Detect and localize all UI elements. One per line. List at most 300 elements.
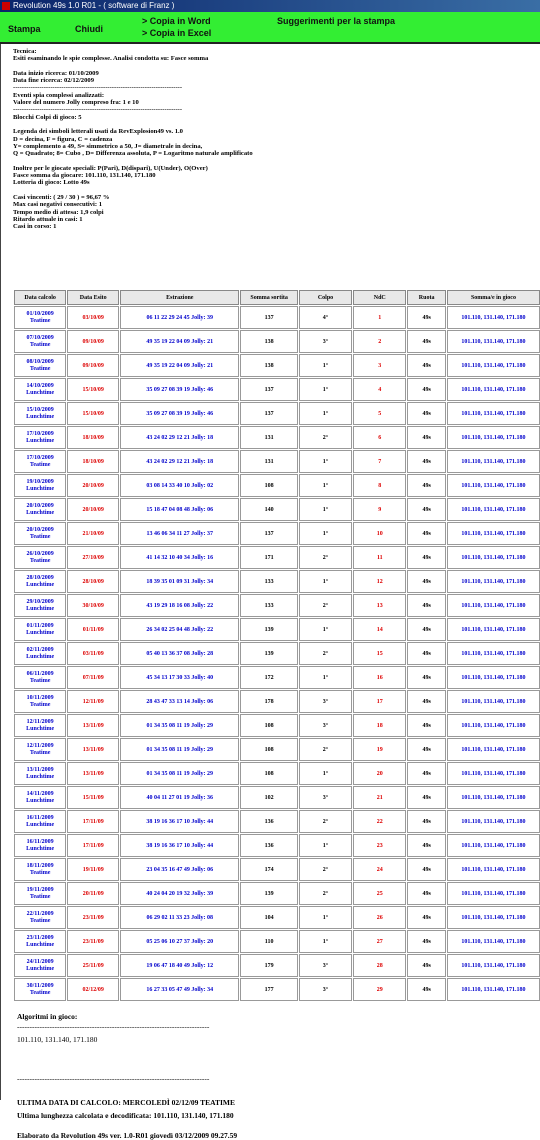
table-row <box>14 666 540 689</box>
cell-data-calcolo <box>14 906 66 929</box>
cell-ndc: 13 <box>353 594 406 617</box>
table-row <box>14 738 540 761</box>
cell-estrazione: 26 34 02 25 04 48 Jolly: 22 <box>120 618 239 641</box>
cell-colpo: 1° <box>299 378 352 401</box>
cell-ndc: 18 <box>353 714 406 737</box>
cell-estrazione: 19 06 47 18 40 49 Jolly: 12 <box>120 954 239 977</box>
draw-session: Lunchtime <box>26 725 55 732</box>
app-icon <box>2 2 10 10</box>
calc-date: 12/11/2009 <box>26 718 54 725</box>
cell-somma-sortita: 137 <box>240 522 297 545</box>
cell-ruota: 49s <box>407 618 446 641</box>
cell-ndc: 12 <box>353 570 406 593</box>
calc-date: 26/10/2009 <box>26 550 54 557</box>
cell-somma-sortita: 177 <box>240 978 297 1001</box>
cell-ruota: 49s <box>407 354 446 377</box>
cell-data-esito: 28/10/09 <box>67 570 119 593</box>
draw-session: Lunchtime <box>26 965 55 972</box>
draw-session: Lunchtime <box>26 605 55 612</box>
draw-session: Teatime <box>29 869 51 876</box>
header-line: Ritardo attuale in casi: 1 <box>13 215 83 223</box>
cell-estrazione: 05 40 13 36 37 08 Jolly: 28 <box>120 642 239 665</box>
calc-date: 20/10/2009 <box>26 526 54 533</box>
calc-date: 07/10/2009 <box>26 334 54 341</box>
header-line: Esiti esaminando le spie complesse. Analisi condotta su: Fasce somma <box>13 55 209 63</box>
cell-ruota: 49s <box>407 450 446 473</box>
draw-session: Lunchtime <box>26 821 55 828</box>
cell-somma-sortita: 133 <box>240 594 297 617</box>
draw-session: Lunchtime <box>26 629 55 636</box>
cell-ruota: 49s <box>407 594 446 617</box>
calc-date: 16/11/2009 <box>26 814 54 821</box>
cell-somme-in-gioco: 101.110, 131.140, 171.180 <box>447 378 540 401</box>
cell-estrazione: 45 34 13 17 30 33 Jolly: 40 <box>120 666 239 689</box>
algoritmi-label: Algoritmi in gioco: <box>17 1012 78 1021</box>
cell-somma-sortita: 110 <box>240 930 297 953</box>
cell-estrazione: 06 11 22 29 24 45 Jolly: 39 <box>120 306 239 329</box>
cell-data-calcolo <box>14 882 66 905</box>
cell-data-esito: 17/11/09 <box>67 810 119 833</box>
cell-ruota: 49s <box>407 378 446 401</box>
calc-date: 30/11/2009 <box>26 982 54 989</box>
elaborato-da: Elaborato da Revolution 49s ver. 1.0-R01 giovedì 03/12/2009 09.27.59 <box>17 1131 238 1140</box>
table-row <box>14 498 540 521</box>
draw-session: Lunchtime <box>26 389 55 396</box>
cell-estrazione: 05 25 06 10 27 37 Jolly: 20 <box>120 930 239 953</box>
table-row <box>14 762 540 785</box>
cell-data-calcolo <box>14 738 66 761</box>
cell-somma-sortita: 108 <box>240 762 297 785</box>
cell-estrazione: 01 34 35 08 11 19 Jolly: 29 <box>120 738 239 761</box>
col-ndc: NdC <box>353 290 406 305</box>
cell-data-esito: 20/10/09 <box>67 498 119 521</box>
cell-estrazione: 35 09 27 08 39 19 Jolly: 46 <box>120 402 239 425</box>
cell-somme-in-gioco: 101.110, 131.140, 171.180 <box>447 618 540 641</box>
cell-ruota: 49s <box>407 498 446 521</box>
cell-somma-sortita: 137 <box>240 378 297 401</box>
header-line <box>13 157 513 164</box>
cell-ruota: 49s <box>407 474 446 497</box>
cell-ndc: 16 <box>353 666 406 689</box>
calc-date: 20/10/2009 <box>26 502 54 509</box>
cell-colpo: 2° <box>299 858 352 881</box>
cell-data-esito: 20/11/09 <box>67 882 119 905</box>
table-row <box>14 570 540 593</box>
cell-data-calcolo <box>14 810 66 833</box>
cell-somme-in-gioco: 101.110, 131.140, 171.180 <box>447 546 540 569</box>
results-table <box>13 289 540 1002</box>
cell-data-calcolo <box>14 594 66 617</box>
cell-data-esito: 02/12/09 <box>67 978 119 1001</box>
header-line: Tempo medio di attesa: 1,9 colpi <box>13 208 104 216</box>
cell-somme-in-gioco: 101.110, 131.140, 171.180 <box>447 642 540 665</box>
table-row <box>14 930 540 953</box>
draw-session: Teatime <box>29 989 51 996</box>
header-line: Fasce somma da giocare: 101.110, 131.140, 171.180 <box>13 172 156 180</box>
cell-estrazione: 01 34 35 08 11 19 Jolly: 29 <box>120 762 239 785</box>
draw-session: Lunchtime <box>26 797 55 804</box>
cell-ruota: 49s <box>407 522 446 545</box>
cell-estrazione: 49 35 19 22 04 09 Jolly: 21 <box>120 354 239 377</box>
cell-somme-in-gioco: 101.110, 131.140, 171.180 <box>447 978 540 1001</box>
cell-somma-sortita: 179 <box>240 954 297 977</box>
table-row <box>14 522 540 545</box>
cell-colpo: 1° <box>299 666 352 689</box>
table-row <box>14 954 540 977</box>
cell-somme-in-gioco: 101.110, 131.140, 171.180 <box>447 426 540 449</box>
table-row <box>14 450 540 473</box>
header-line: Data inizio ricerca: 01/10/2009 <box>13 69 99 77</box>
calc-date: 19/11/2009 <box>26 886 54 893</box>
header-line: Q = Quadrato; 8= Cubo , D= Differenza assoluta, P = Logaritmo naturale amplificato <box>13 150 253 158</box>
cell-colpo: 1° <box>299 522 352 545</box>
cell-data-esito: 13/11/09 <box>67 738 119 761</box>
cell-ndc: 11 <box>353 546 406 569</box>
cell-ruota: 49s <box>407 810 446 833</box>
calc-date: 17/10/2009 <box>26 430 54 437</box>
cell-colpo: 1° <box>299 474 352 497</box>
draw-session: Teatime <box>29 365 51 372</box>
cell-somma-sortita: 131 <box>240 450 297 473</box>
calc-date: 14/11/2009 <box>26 790 54 797</box>
cell-ndc: 23 <box>353 834 406 857</box>
cell-estrazione: 49 35 19 22 04 09 Jolly: 21 <box>120 330 239 353</box>
cell-estrazione: 40 04 11 27 01 19 Jolly: 36 <box>120 786 239 809</box>
header-line: Valore del numero Jolly compreso fra: 1 e 10 <box>13 99 139 107</box>
table-row <box>14 618 540 641</box>
cell-somme-in-gioco: 101.110, 131.140, 171.180 <box>447 786 540 809</box>
cell-somma-sortita: 102 <box>240 786 297 809</box>
table-row <box>14 330 540 353</box>
cell-ruota: 49s <box>407 642 446 665</box>
cell-somma-sortita: 139 <box>240 642 297 665</box>
cell-ndc: 15 <box>353 642 406 665</box>
cell-somma-sortita: 133 <box>240 570 297 593</box>
cell-somme-in-gioco: 101.110, 131.140, 171.180 <box>447 690 540 713</box>
table-row <box>14 378 540 401</box>
header-line: Lotteria di gioco: Lotto 49s <box>13 179 90 187</box>
cell-data-esito: 20/10/09 <box>67 474 119 497</box>
draw-session: Lunchtime <box>26 437 55 444</box>
cell-data-calcolo <box>14 786 66 809</box>
table-row <box>14 474 540 497</box>
cell-estrazione: 28 43 47 33 13 14 Jolly: 06 <box>120 690 239 713</box>
cell-data-esito: 15/10/09 <box>67 402 119 425</box>
cell-data-calcolo <box>14 714 66 737</box>
cell-ndc: 22 <box>353 810 406 833</box>
draw-session: Teatime <box>29 677 51 684</box>
table-row <box>14 546 540 569</box>
calc-date: 06/11/2009 <box>26 670 54 677</box>
algoritmi-values: 101.110, 131.140, 171.180 <box>17 1035 98 1044</box>
cell-somme-in-gioco: 101.110, 131.140, 171.180 <box>447 858 540 881</box>
cell-data-esito: 13/11/09 <box>67 762 119 785</box>
table-row <box>14 882 540 905</box>
cell-data-calcolo <box>14 954 66 977</box>
cell-somma-sortita: 108 <box>240 738 297 761</box>
col-data-calcolo: Data calcolo <box>14 290 66 305</box>
cell-somme-in-gioco: 101.110, 131.140, 171.180 <box>447 498 540 521</box>
cell-colpo: 1° <box>299 906 352 929</box>
cell-data-calcolo <box>14 306 66 329</box>
cell-colpo: 1° <box>299 570 352 593</box>
toolbar <box>0 12 540 44</box>
cell-data-calcolo <box>14 426 66 449</box>
header-line: Casi vincenti: ( 29 / 30 ) = 96,67 % <box>13 193 110 201</box>
cell-colpo: 1° <box>299 930 352 953</box>
cell-somme-in-gioco: 101.110, 131.140, 171.180 <box>447 810 540 833</box>
cell-estrazione: 03 08 14 33 40 10 Jolly: 02 <box>120 474 239 497</box>
calc-date: 14/10/2009 <box>26 382 54 389</box>
ultima-lunghezza: Ultima lunghezza calcolata e decodificata: 101.110, 131.140, 171.180 <box>17 1111 234 1120</box>
cell-estrazione: 13 46 06 34 11 27 Jolly: 37 <box>120 522 239 545</box>
table-header-row <box>14 290 540 305</box>
table-row <box>14 306 540 329</box>
cell-colpo: 2° <box>299 642 352 665</box>
calc-date: 12/11/2009 <box>26 742 54 749</box>
cell-somma-sortita: 137 <box>240 402 297 425</box>
cell-data-esito: 18/10/09 <box>67 426 119 449</box>
cell-colpo: 1° <box>299 834 352 857</box>
cell-data-esito: 27/10/09 <box>67 546 119 569</box>
window-titlebar <box>0 0 540 12</box>
cell-somme-in-gioco: 101.110, 131.140, 171.180 <box>447 930 540 953</box>
header-line: ----------------------------------------------------------------------------- <box>13 106 183 114</box>
draw-session: Lunchtime <box>26 413 55 420</box>
cell-data-esito: 18/10/09 <box>67 450 119 473</box>
draw-session: Teatime <box>29 701 51 708</box>
calc-date: 15/10/2009 <box>26 406 54 413</box>
cell-ndc: 4 <box>353 378 406 401</box>
cell-colpo: 4° <box>299 306 352 329</box>
col-colpo: Colpo <box>299 290 352 305</box>
cell-data-esito: 09/10/09 <box>67 354 119 377</box>
col-data-esito: Data Esito <box>67 290 119 305</box>
cell-data-esito: 15/11/09 <box>67 786 119 809</box>
cell-somme-in-gioco: 101.110, 131.140, 171.180 <box>447 474 540 497</box>
cell-ndc: 24 <box>353 858 406 881</box>
header-line: Tecnica: <box>13 48 37 55</box>
cell-data-esito: 17/11/09 <box>67 834 119 857</box>
cell-estrazione: 15 18 47 04 08 48 Jolly: 06 <box>120 498 239 521</box>
cell-estrazione: 18 39 35 01 09 31 Jolly: 34 <box>120 570 239 593</box>
cell-colpo: 3° <box>299 954 352 977</box>
cell-estrazione: 16 27 33 05 47 49 Jolly: 34 <box>120 978 239 1001</box>
cell-ndc: 7 <box>353 450 406 473</box>
cell-colpo: 3° <box>299 690 352 713</box>
cell-ruota: 49s <box>407 546 446 569</box>
cell-data-calcolo <box>14 498 66 521</box>
calc-date: 24/11/2009 <box>26 958 54 965</box>
cell-somma-sortita: 136 <box>240 810 297 833</box>
cell-somme-in-gioco: 101.110, 131.140, 171.180 <box>447 882 540 905</box>
cell-data-calcolo <box>14 570 66 593</box>
cell-ruota: 49s <box>407 570 446 593</box>
cell-somme-in-gioco: 101.110, 131.140, 171.180 <box>447 354 540 377</box>
window-title: Revolution 49s 1.0 R01 - ( software di Franz ) <box>13 1 175 10</box>
cell-somma-sortita: 138 <box>240 354 297 377</box>
copia-word-button[interactable]: > Copia in Word <box>142 16 211 26</box>
cell-ruota: 49s <box>407 426 446 449</box>
cell-somme-in-gioco: 101.110, 131.140, 171.180 <box>447 714 540 737</box>
cell-ruota: 49s <box>407 306 446 329</box>
cell-data-calcolo <box>14 666 66 689</box>
cell-data-esito: 23/11/09 <box>67 930 119 953</box>
cell-colpo: 1° <box>299 618 352 641</box>
cell-ndc: 20 <box>353 762 406 785</box>
cell-somma-sortita: 131 <box>240 426 297 449</box>
cell-data-esito: 01/11/09 <box>67 618 119 641</box>
cell-data-esito: 09/10/09 <box>67 330 119 353</box>
calc-date: 08/10/2009 <box>26 358 54 365</box>
calc-date: 18/11/2009 <box>26 862 54 869</box>
cell-colpo: 3° <box>299 330 352 353</box>
calc-date: 01/10/2009 <box>26 310 54 317</box>
cell-colpo: 2° <box>299 810 352 833</box>
cell-data-calcolo <box>14 474 66 497</box>
cell-ruota: 49s <box>407 402 446 425</box>
cell-ndc: 26 <box>353 906 406 929</box>
draw-session: Lunchtime <box>26 581 55 588</box>
cell-somme-in-gioco: 101.110, 131.140, 171.180 <box>447 834 540 857</box>
draw-session: Teatime <box>29 893 51 900</box>
table-row <box>14 834 540 857</box>
table-row <box>14 810 540 833</box>
cell-ruota: 49s <box>407 738 446 761</box>
report-header <box>13 48 513 230</box>
col-somme-in-gioco: Somma/e in gioco <box>447 290 540 305</box>
cell-colpo: 1° <box>299 498 352 521</box>
cell-ndc: 25 <box>353 882 406 905</box>
header-line <box>13 63 513 70</box>
cell-estrazione: 38 19 16 36 17 10 Jolly: 44 <box>120 810 239 833</box>
cell-somme-in-gioco: 101.110, 131.140, 171.180 <box>447 570 540 593</box>
cell-estrazione: 35 09 27 08 39 19 Jolly: 46 <box>120 378 239 401</box>
chiudi-button[interactable]: Chiudi <box>75 24 103 34</box>
calc-date: 16/11/2009 <box>26 838 54 845</box>
calc-date: 23/11/2009 <box>26 934 54 941</box>
cell-ndc: 9 <box>353 498 406 521</box>
header-line: D = decina, F = figura, C = cadenza <box>13 135 113 143</box>
table-row <box>14 690 540 713</box>
cell-data-calcolo <box>14 690 66 713</box>
copia-excel-button[interactable]: > Copia in Excel <box>142 28 212 38</box>
table-row <box>14 402 540 425</box>
header-line: Casi in corso: 1 <box>13 223 57 231</box>
cell-data-esito: 12/11/09 <box>67 690 119 713</box>
header-line: Max casi negativi consecutivi: 1 <box>13 201 103 209</box>
cell-data-calcolo <box>14 762 66 785</box>
draw-session: Teatime <box>29 461 51 468</box>
table-row <box>14 906 540 929</box>
cell-data-calcolo <box>14 930 66 953</box>
calc-date: 17/10/2009 <box>26 454 54 461</box>
cell-data-calcolo <box>14 354 66 377</box>
cell-estrazione: 43 24 02 29 12 21 Jolly: 18 <box>120 450 239 473</box>
cell-ruota: 49s <box>407 906 446 929</box>
cell-data-calcolo <box>14 330 66 353</box>
cell-colpo: 2° <box>299 594 352 617</box>
cell-estrazione: 38 19 16 36 17 10 Jolly: 44 <box>120 834 239 857</box>
report-area <box>0 44 540 1140</box>
cell-somme-in-gioco: 101.110, 131.140, 171.180 <box>447 402 540 425</box>
cell-colpo: 3° <box>299 786 352 809</box>
calc-date: 19/10/2009 <box>26 478 54 485</box>
header-line: Blocchi Colpi di gioco: 5 <box>13 113 82 121</box>
cell-ruota: 49s <box>407 954 446 977</box>
cell-colpo: 2° <box>299 882 352 905</box>
draw-session: Lunchtime <box>26 845 55 852</box>
draw-session: Teatime <box>29 557 51 564</box>
table-row <box>14 594 540 617</box>
cell-somme-in-gioco: 101.110, 131.140, 171.180 <box>447 666 540 689</box>
calc-date: 02/11/2009 <box>26 646 54 653</box>
cell-data-calcolo <box>14 378 66 401</box>
cell-ndc: 10 <box>353 522 406 545</box>
table-row <box>14 354 540 377</box>
cell-colpo: 3° <box>299 978 352 1001</box>
cell-colpo: 1° <box>299 402 352 425</box>
cell-somma-sortita: 136 <box>240 834 297 857</box>
cell-somma-sortita: 171 <box>240 546 297 569</box>
cell-ruota: 49s <box>407 330 446 353</box>
cell-ndc: 27 <box>353 930 406 953</box>
cell-ruota: 49s <box>407 978 446 1001</box>
cell-somma-sortita: 138 <box>240 330 297 353</box>
ultima-data-calcolo: ULTIMA DATA DI CALCOLO: MERCOLEDÌ 02/12/09 TEATIME <box>17 1098 235 1107</box>
cell-data-calcolo <box>14 834 66 857</box>
cell-somme-in-gioco: 101.110, 131.140, 171.180 <box>447 762 540 785</box>
cell-somma-sortita: 104 <box>240 906 297 929</box>
draw-session: Lunchtime <box>26 941 55 948</box>
cell-data-esito: 23/11/09 <box>67 906 119 929</box>
cell-ndc: 6 <box>353 426 406 449</box>
cell-data-calcolo <box>14 978 66 1001</box>
cell-data-esito: 15/10/09 <box>67 378 119 401</box>
stampa-button[interactable]: Stampa <box>8 24 41 34</box>
cell-estrazione: 43 19 29 18 16 08 Jolly: 22 <box>120 594 239 617</box>
header-line: Inoltre per le giocate speciali: P(Pari), D(dispari), U(Under), O(Over) <box>13 164 208 172</box>
cell-data-calcolo <box>14 618 66 641</box>
cell-somma-sortita: 139 <box>240 882 297 905</box>
cell-estrazione: 40 24 04 20 19 32 Jolly: 39 <box>120 882 239 905</box>
calc-date: 22/11/2009 <box>26 910 54 917</box>
col-somma-sortita: Somma sortita <box>240 290 297 305</box>
calc-date: 13/11/2009 <box>26 766 54 773</box>
calc-date: 29/10/2009 <box>26 598 54 605</box>
cell-estrazione: 01 34 35 08 11 19 Jolly: 29 <box>120 714 239 737</box>
cell-ndc: 28 <box>353 954 406 977</box>
cell-somme-in-gioco: 101.110, 131.140, 171.180 <box>447 954 540 977</box>
cell-data-calcolo <box>14 546 66 569</box>
suggerimenti-link[interactable]: Suggerimenti per la stampa <box>277 16 396 26</box>
col-estrazione: Estrazione <box>120 290 239 305</box>
cell-colpo: 2° <box>299 546 352 569</box>
cell-somma-sortita: 137 <box>240 306 297 329</box>
cell-data-calcolo <box>14 402 66 425</box>
cell-ndc: 17 <box>353 690 406 713</box>
cell-ndc: 14 <box>353 618 406 641</box>
cell-ndc: 3 <box>353 354 406 377</box>
cell-somma-sortita: 172 <box>240 666 297 689</box>
cell-data-esito: 19/11/09 <box>67 858 119 881</box>
cell-estrazione: 06 29 02 11 33 23 Jolly: 08 <box>120 906 239 929</box>
table-row <box>14 978 540 1001</box>
calc-date: 10/11/2009 <box>26 694 54 701</box>
cell-colpo: 2° <box>299 426 352 449</box>
footer-separator-2: ----------------------------------------------------------------------------- <box>17 1074 210 1083</box>
cell-data-calcolo <box>14 522 66 545</box>
